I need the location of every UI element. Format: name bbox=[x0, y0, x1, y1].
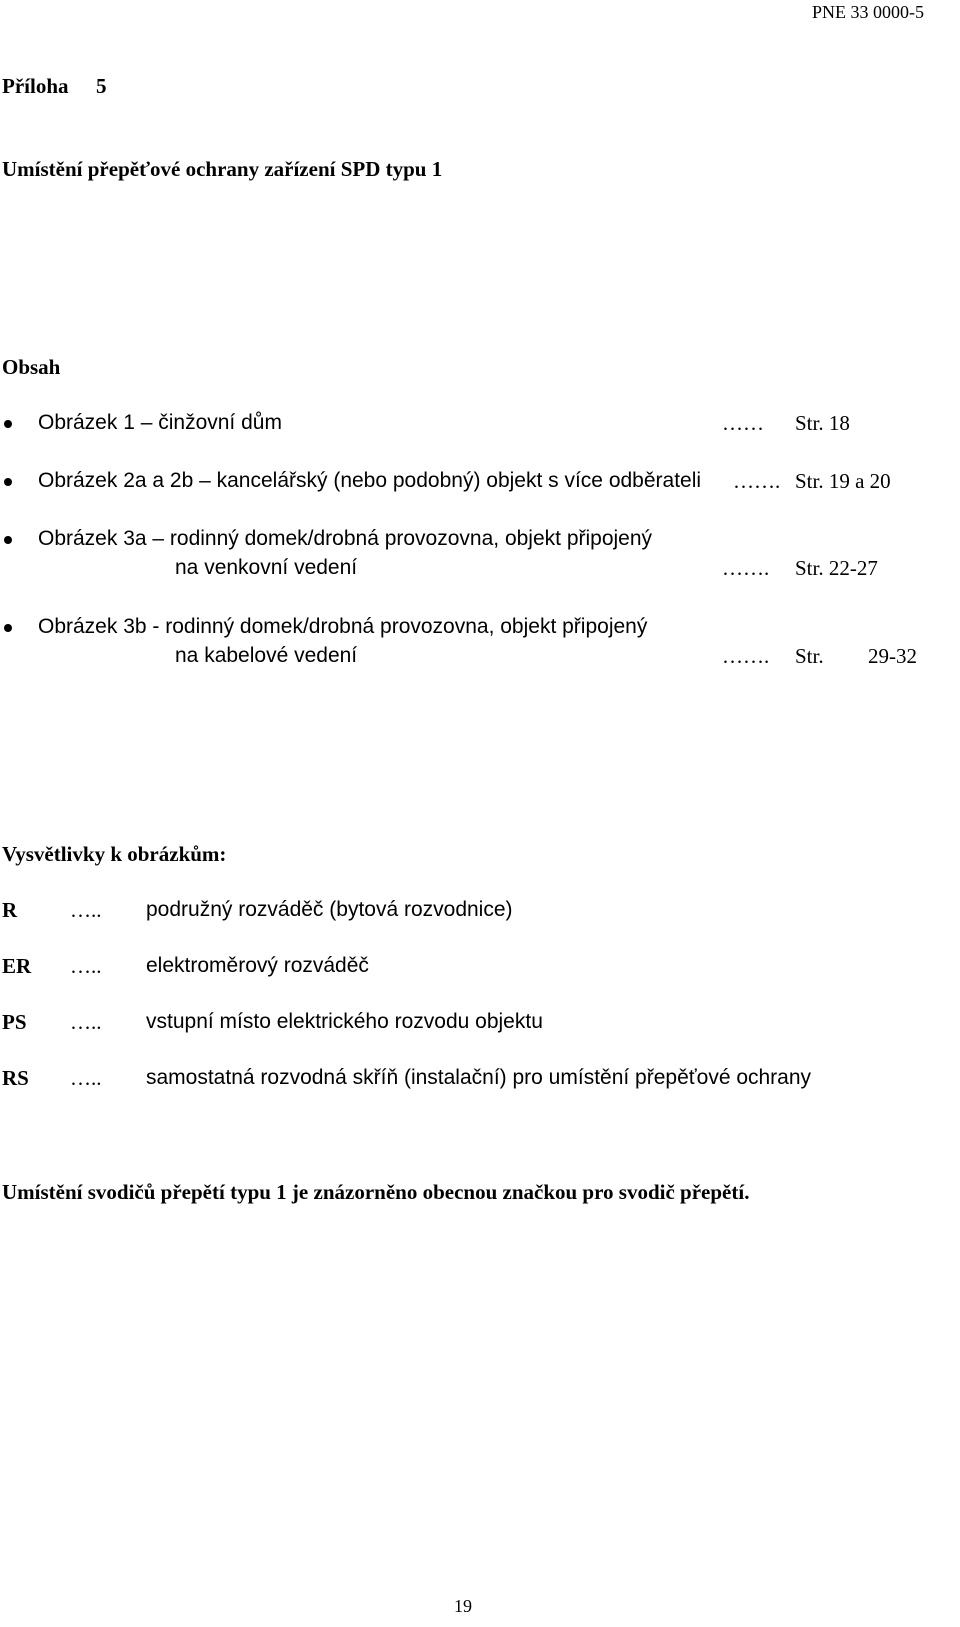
toc-item-1-dots: …… bbox=[722, 411, 764, 435]
toc-item-2-text: Obrázek 2a a 2b – kancelářský (nebo podobný) objekt s více odběrateli bbox=[38, 469, 702, 492]
annex-number: 5 bbox=[96, 74, 107, 98]
legend-heading: Vysvětlivky k obrázkům: bbox=[2, 842, 227, 866]
toc-item-4-page-prefix: Str. bbox=[795, 644, 824, 668]
toc-item-3-page: Str. 22-27 bbox=[795, 556, 878, 580]
toc-item-1-text: Obrázek 1 – činžovní dům bbox=[38, 411, 282, 434]
legend-desc-r: podružný rozváděč (bytová rozvodnice) bbox=[146, 898, 513, 921]
bullet-icon bbox=[4, 624, 12, 632]
page-number: 19 bbox=[454, 1596, 472, 1616]
legend-abbr-ps: PS bbox=[2, 1010, 27, 1034]
toc-item-1-page: Str. 18 bbox=[795, 411, 850, 435]
toc-item-2-page: Str. 19 a 20 bbox=[795, 469, 891, 493]
legend-dots-rs: ….. bbox=[70, 1066, 102, 1090]
toc-item-4-dots: ……. bbox=[722, 644, 770, 668]
note-text: Umístění svodičů přepětí typu 1 je znázorněno obecnou značkou pro svodič přepětí. bbox=[2, 1180, 750, 1204]
toc-item-4-page-range: 29-32 bbox=[868, 644, 917, 668]
bullet-icon bbox=[4, 536, 12, 544]
toc-item-4-text-line2: na kabelové vedení bbox=[175, 644, 358, 667]
bullet-icon bbox=[4, 478, 12, 486]
legend-abbr-er: ER bbox=[2, 954, 32, 978]
toc-item-3-text-line2: na venkovní vedení bbox=[175, 556, 358, 579]
legend-dots-r: ….. bbox=[70, 898, 102, 922]
legend-dots-ps: ….. bbox=[70, 1010, 102, 1034]
legend-desc-ps: vstupní místo elektrického rozvodu objektu bbox=[146, 1010, 543, 1033]
toc-heading: Obsah bbox=[2, 355, 61, 379]
legend-desc-er: elektroměrový rozváděč bbox=[146, 954, 369, 977]
annex-label: Příloha bbox=[2, 74, 69, 98]
bullet-icon bbox=[4, 420, 12, 428]
legend-abbr-rs: RS bbox=[2, 1066, 29, 1090]
legend-desc-rs: samostatná rozvodná skříň (instalační) pro umístění přepěťové ochrany bbox=[146, 1066, 812, 1089]
document-code: PNE 33 0000-5 bbox=[812, 2, 924, 22]
toc-item-3-text: Obrázek 3a – rodinný domek/drobná provozovna, objekt připojený bbox=[38, 527, 653, 550]
legend-dots-er: ….. bbox=[70, 954, 102, 978]
page-title: Umístění přepěťové ochrany zařízení SPD typu 1 bbox=[2, 157, 443, 181]
toc-item-2-dots: ……. bbox=[733, 469, 781, 493]
legend-abbr-r: R bbox=[2, 898, 18, 922]
toc-item-4-text: Obrázek 3b - rodinný domek/drobná provozovna, objekt připojený bbox=[38, 615, 648, 638]
toc-item-3-dots: ……. bbox=[722, 556, 770, 580]
